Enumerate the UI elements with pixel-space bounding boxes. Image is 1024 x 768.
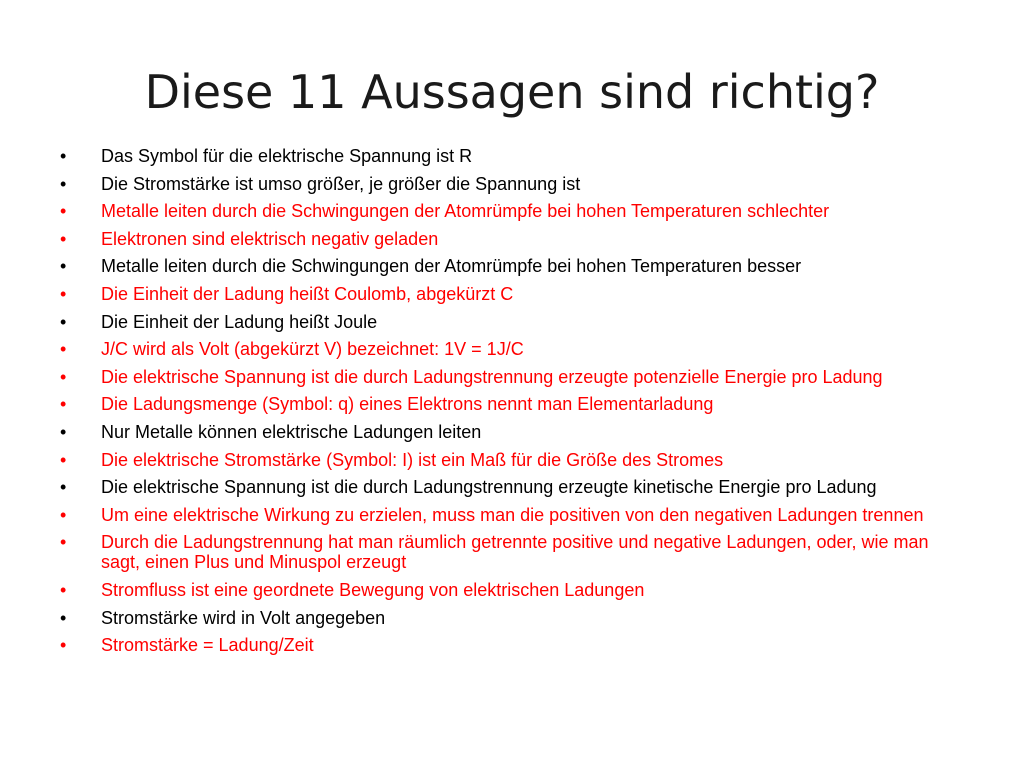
- bullet-item: [56, 339, 956, 359]
- bullet-item: [56, 580, 956, 600]
- bullet-item: [56, 422, 956, 442]
- bullet-text: Die Einheit der Ladung heißt Joule: [101, 311, 378, 332]
- bullet-item: [56, 284, 956, 304]
- bullet-text: Durch die Ladungstrennung hat man räumlich getrennte positive und negative Ladungen, oder, wie man sagt, einen Plus und Minuspol erzeugt: [101, 532, 929, 573]
- bullet-marker: •: [60, 607, 67, 628]
- bullet-item: [56, 394, 956, 414]
- bullet-marker: •: [60, 339, 67, 360]
- bullet-item: [56, 201, 956, 221]
- bullet-marker: •: [60, 201, 67, 222]
- bullet-text: J/C wird als Volt (abgekürzt V) bezeichnet: 1V = 1J/C: [101, 339, 524, 360]
- bullet-text: Metalle leiten durch die Schwingungen der Atomrümpfe bei hohen Temperaturen besser: [101, 256, 802, 277]
- bullet-text: Elektronen sind elektrisch negativ geladen: [101, 228, 439, 249]
- bullet-item: [56, 174, 956, 194]
- bullet-item: [56, 532, 956, 572]
- bullet-item: [56, 477, 956, 497]
- bullet-item: [56, 312, 956, 332]
- bullet-marker: •: [60, 173, 67, 194]
- bullet-item: [56, 608, 956, 628]
- bullet-list: [56, 146, 956, 663]
- bullet-marker: •: [60, 579, 67, 600]
- bullet-marker: •: [60, 366, 67, 387]
- bullet-marker: •: [60, 449, 67, 470]
- bullet-marker: •: [60, 477, 67, 498]
- bullet-marker: •: [60, 311, 67, 332]
- bullet-text: Stromstärke wird in Volt angegeben: [101, 607, 386, 628]
- bullet-text: Um eine elektrische Wirkung zu erzielen, muss man die positiven von den negativen Ladungen trennen: [101, 504, 924, 525]
- bullet-marker: •: [60, 146, 67, 166]
- bullet-marker: •: [60, 504, 67, 525]
- bullet-text: Die Stromstärke ist umso größer, je größer die Spannung ist: [101, 173, 581, 194]
- bullet-item: [56, 256, 956, 276]
- bullet-text: Stromstärke = Ladung/Zeit: [101, 635, 314, 656]
- bullet-marker: •: [60, 394, 67, 415]
- bullet-item: [56, 229, 956, 249]
- bullet-item: [56, 505, 956, 525]
- bullet-text: Die Einheit der Ladung heißt Coulomb, abgekürzt C: [101, 283, 514, 304]
- bullet-text: Die elektrische Spannung ist die durch Ladungstrennung erzeugte kinetische Energie pro Ladung: [101, 477, 877, 498]
- bullet-text: Stromfluss ist eine geordnete Bewegung von elektrischen Ladungen: [101, 579, 645, 600]
- bullet-marker: •: [60, 283, 67, 304]
- bullet-marker: •: [60, 532, 67, 553]
- bullet-text: Metalle leiten durch die Schwingungen der Atomrümpfe bei hohen Temperaturen schlechter: [101, 201, 830, 222]
- bullet-item: [56, 146, 956, 166]
- bullet-marker: •: [60, 421, 67, 442]
- bullet-text: Die Ladungsmenge (Symbol: q) eines Elektrons nennt man Elementarladung: [101, 394, 714, 415]
- bullet-text: Das Symbol für die elektrische Spannung ist R: [101, 146, 473, 166]
- bullet-text: Nur Metalle können elektrische Ladungen leiten: [101, 421, 482, 442]
- bullet-item: [56, 450, 956, 470]
- bullet-marker: •: [60, 256, 67, 277]
- bullet-marker: •: [60, 228, 67, 249]
- bullet-item: [56, 367, 956, 387]
- slide-title: Diese 11 Aussagen sind richtig?: [144, 65, 880, 119]
- bullet-marker: •: [60, 635, 67, 656]
- bullet-item: [56, 635, 956, 655]
- bullet-text: Die elektrische Spannung ist die durch Ladungstrennung erzeugte potenzielle Energie pro Ladung: [101, 366, 883, 387]
- bullet-text: Die elektrische Stromstärke (Symbol: I) ist ein Maß für die Größe des Stromes: [101, 449, 724, 470]
